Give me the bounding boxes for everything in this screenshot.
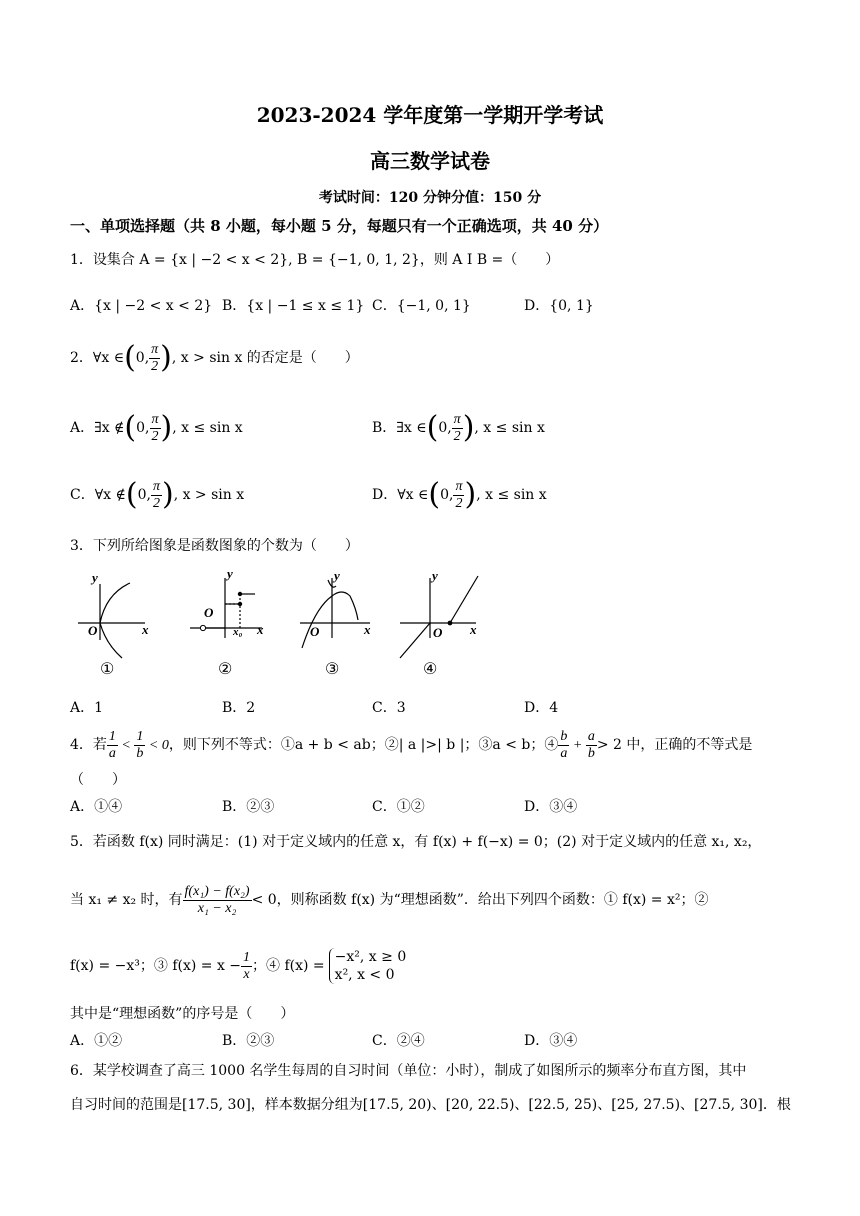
q3-option-d: D．4 — [524, 700, 559, 716]
pi-over-2 — [453, 479, 464, 512]
x-label: x — [142, 622, 149, 637]
q5-option-a: A．①② — [70, 1033, 123, 1049]
q2-c-pre: C．∀x ∉ — [70, 487, 126, 503]
line-left — [400, 623, 430, 658]
q2-d-pre: D．∀x ∈ — [372, 487, 429, 503]
q5-line2-pre: 当 x₁ ≠ x₂ 时，有 — [70, 892, 183, 908]
x-label: x — [470, 622, 477, 637]
q5-line2-post: < 0，则称函数 f(x) 为“理想函数”．给出下列四个函数：① f(x) = x²；② — [251, 892, 709, 908]
paren-open: ( — [125, 477, 138, 512]
frac-denominator: x₁ − x₂ — [197, 900, 237, 916]
q4-option-c: C．①② — [372, 799, 425, 815]
curve-upper — [100, 583, 130, 623]
q1-stem: 1．设集合 A = {x | −2 < x < 2}, B = {−1, 0, 1, 2}，则 A I B =（ ） — [70, 252, 560, 268]
paren-close: ) — [160, 410, 173, 445]
graph-4 — [400, 576, 478, 658]
paren-close: ) — [464, 477, 477, 512]
y-label: y — [227, 568, 233, 581]
q6-line1: 6．某学校调查了高三 1000 名学生每周的自习时间（单位：小时），制成了如图所示的频率分布直方图，其中 — [70, 1063, 747, 1079]
frac-numerator: f(x₁) − f(x₂) — [184, 883, 250, 899]
pi-over-2 — [150, 412, 161, 445]
q2-option-a — [70, 408, 243, 448]
q2-option-c — [70, 475, 244, 515]
curve-lower — [100, 623, 122, 658]
pi-symbol: π — [151, 411, 159, 427]
q5-line3 — [70, 946, 406, 986]
one-over-b: $\frac{1}{b}$ — [136, 728, 144, 761]
q2-stem-post: , x > sin x 的否定是（ ） — [171, 350, 359, 366]
paren-close: ) — [161, 477, 174, 512]
graph-label-4: ④ — [423, 661, 438, 678]
q4-stem-mid: ，则下列不等式：①a + b < ab；②| a |>| b |；③a < b；④ — [168, 737, 559, 753]
q2-stem-pre: 2．∀x ∈ — [70, 350, 125, 366]
q4-stem: 4．若 $\frac{1}{a}$ < $\frac{1}{b}$ < 0，则下列不等式：①a + b < ab；②| a |>| b |；③a < b；④ $\frac{b}{a}$ + $\frac{a}{b}$ > 2 中，正确的不等式是 — [70, 728, 753, 761]
a-over-b: $\frac{a}{b}$ — [587, 728, 595, 761]
exam-title: 2023-2024 学年度第一学期开学考试 — [256, 103, 604, 127]
exam-info: 考试时间：120 分钟分值：150 分 — [318, 190, 542, 206]
q4-option-a: A．①④ — [70, 799, 123, 815]
origin-label: O — [310, 624, 320, 639]
paren-close: ) — [462, 410, 475, 445]
q5-line3-b: ；④ f(x) = — [252, 958, 325, 974]
two: 2 — [455, 495, 463, 511]
interval-left: 0, — [135, 350, 150, 366]
piece-2: x², x < 0 — [334, 967, 395, 983]
dot-hollow — [200, 625, 205, 630]
difference-quotient — [183, 884, 252, 917]
interval-left: 0, — [137, 487, 151, 503]
pi-symbol: π — [455, 478, 463, 494]
line-right — [450, 576, 478, 623]
q2-b-post: , x ≤ sin x — [474, 420, 545, 436]
q4-option-b: B．②③ — [222, 799, 275, 815]
paren-open: ( — [428, 477, 441, 512]
q5-option-d: D．③④ — [524, 1033, 578, 1049]
q2-option-b — [372, 408, 545, 448]
interval-left: 0, — [440, 487, 454, 503]
q5-line3-a: f(x) = −x³；③ f(x) = x − — [70, 958, 242, 974]
piece-1: −x², x ≥ 0 — [334, 949, 407, 965]
interval-left: 0, — [438, 420, 452, 436]
origin-label: O — [433, 625, 443, 640]
graph-1 — [78, 583, 145, 658]
q2-b-pre: B．∃x ∈ — [372, 420, 427, 436]
pi-symbol: π — [151, 341, 159, 357]
y-label: y — [92, 570, 98, 585]
q1-option-b: B．{x | −1 ≤ x ≤ 1} — [222, 298, 365, 314]
pi-symbol: π — [152, 478, 160, 494]
exam-subtitle: 高三数学试卷 — [370, 149, 490, 173]
q5-line1: 5．若函数 f(x) 同时满足：(1) 对于定义域内的任意 x，有 f(x) + f(−x) = 0；(2) 对于定义域内的任意 x₁, x₂， — [70, 834, 762, 850]
paren-open: ( — [124, 340, 136, 375]
paren-open: ( — [124, 410, 137, 445]
dot-filled — [448, 621, 453, 626]
x-label: x — [364, 622, 371, 637]
q5-option-c: C．②④ — [372, 1033, 425, 1049]
q4-paren: （ ） — [70, 772, 126, 788]
q2-option-d — [372, 475, 547, 515]
b-over-a: $\frac{b}{a}$ — [560, 728, 568, 761]
x0-label: x₀ — [233, 626, 243, 638]
q2-c-post: , x > sin x — [173, 487, 245, 503]
section-heading: 一、单项选择题（共 8 小题，每小题 5 分，每题只有一个正确选项，共 40 分） — [70, 217, 609, 235]
origin-label: O — [204, 605, 214, 620]
pi-over-2 — [149, 342, 160, 375]
q1-option-a: A．{x | −2 < x < 2} — [70, 298, 213, 314]
graph-label-2: ② — [218, 661, 233, 678]
interval-left: 0, — [136, 420, 150, 436]
one-over-x: $\frac{1}{x}$ — [243, 949, 251, 982]
q3-option-a: A．1 — [70, 700, 104, 716]
q6-line2: 自习时间的范围是[17.5, 30]，样本数据分组为[17.5, 20)、[20, 22.5)、[22.5, 25)、[25, 27.5)、[27.5, 30]．根 — [70, 1097, 791, 1113]
curve-3 — [302, 592, 358, 648]
q1-option-c: C．{−1, 0, 1} — [372, 298, 471, 314]
paren-close: ) — [160, 340, 172, 375]
one-over-a: $\frac{1}{a}$ — [108, 728, 116, 761]
q4-stem-pre: 4．若 — [70, 737, 107, 753]
y-label: y — [334, 568, 340, 583]
q3-stem: 3．下列所给图象是函数图象的个数为（ ） — [70, 538, 359, 554]
q1-option-d: D．{0, 1} — [524, 298, 594, 314]
pi-over-2 — [452, 412, 463, 445]
dot-filled — [238, 602, 242, 606]
two: 2 — [152, 495, 160, 511]
piecewise-brace — [329, 948, 407, 984]
q5-line4: 其中是“理想函数”的序号是（ ） — [70, 1006, 295, 1022]
q2-a-post: , x ≤ sin x — [172, 420, 243, 436]
y-label: y — [432, 568, 438, 583]
q5-option-b: B．②③ — [222, 1033, 275, 1049]
q4-option-d: D．③④ — [524, 799, 578, 815]
q2-stem — [70, 338, 359, 378]
q4-stem-post: > 2 中，正确的不等式是 — [596, 737, 753, 753]
q3-option-c: C．3 — [372, 700, 406, 716]
two: 2 — [151, 358, 159, 374]
dot-filled — [238, 592, 242, 596]
pi-over-2 — [151, 479, 162, 512]
q2-d-post: , x ≤ sin x — [476, 487, 547, 503]
origin-label: O — [88, 623, 98, 638]
q3-option-b: B．2 — [222, 700, 256, 716]
paren-open: ( — [426, 410, 439, 445]
two: 2 — [151, 428, 159, 444]
graph-label-3: ③ — [325, 661, 340, 678]
two: 2 — [453, 428, 461, 444]
q2-a-pre: A．∃x ∉ — [70, 420, 125, 436]
graph-label-1: ① — [100, 661, 115, 678]
x-label: x — [257, 622, 264, 637]
q3-graphs — [70, 568, 490, 680]
pi-symbol: π — [453, 411, 461, 427]
q5-line2 — [70, 880, 709, 920]
